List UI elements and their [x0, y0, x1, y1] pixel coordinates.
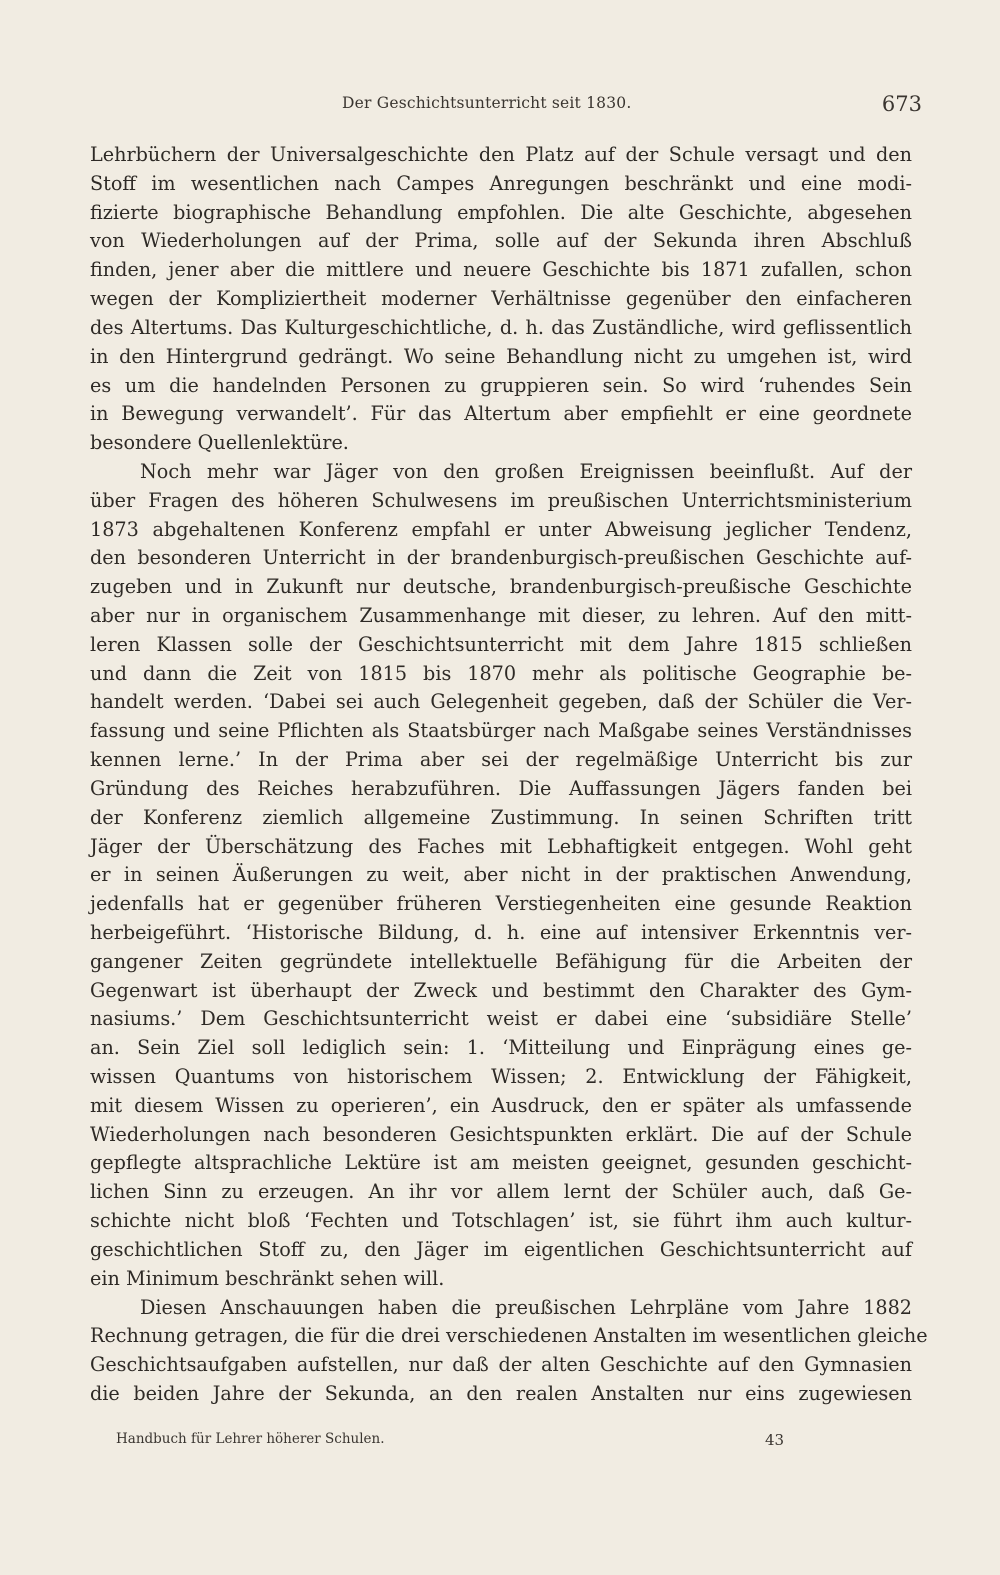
text-line: Gründung des Reiches herabzuführen. Die Auffassungen Jägers fanden bei — [90, 776, 912, 800]
text-line: lichen Sinn zu erzeugen. An ihr vor allem lernt der Schüler auch, daß Ge- — [90, 1180, 912, 1204]
text-line: wissen Quantums von historischem Wissen; 2. Entwicklung der Fähigkeit, — [90, 1065, 912, 1088]
text-line: über Fragen des höheren Schulwesens im preußischen Unterrichtsministerium — [90, 488, 912, 512]
signature-mark: 43 — [765, 1431, 785, 1449]
text-line: zugeben und in Zukunft nur deutsche, brandenburgisch-preußische Geschichte — [90, 575, 912, 599]
text-line: den besonderen Unterricht in der brandenburgisch-preußischen Geschichte auf- — [90, 546, 912, 570]
text-line: Jäger der Überschätzung des Faches mit Lebhaftigkeit entgegen. Wohl geht — [90, 834, 912, 858]
text-line: und dann die Zeit von 1815 bis 1870 mehr als politische Geographie be- — [90, 661, 912, 685]
text-line: nasiums.’ Dem Geschichtsunterricht weist er dabei eine ‘subsidiäre Stelle’ — [90, 1007, 912, 1031]
page-number: 673 — [881, 92, 922, 116]
text-line: jedenfalls hat er gegenüber früheren Verstiegenheiten eine gesunde Reaktion — [90, 892, 912, 916]
text-line: Wiederholungen nach besonderen Gesichtspunkten erklärt. Die auf der Schule — [90, 1122, 912, 1146]
text-line: Gegenwart ist überhaupt der Zweck und bestimmt den Charakter des Gym- — [90, 978, 912, 1002]
text-line: an. Sein Ziel soll lediglich sein: 1. ‘Mitteilung und Einprägung eines ge- — [90, 1036, 912, 1060]
text-line: handelt werden. ‘Dabei sei auch Gelegenheit gegeben, daß der Schüler die Ver- — [90, 690, 912, 714]
body-text — [90, 141, 928, 1409]
text-line: 1873 abgehaltenen Konferenz empfahl er unter Abweisung jeglicher Tendenz, — [90, 517, 912, 541]
text-line: kennen lerne.’ In der Prima aber sei der regelmäßige Unterricht bis zur — [90, 748, 912, 772]
text-line: finden, jener aber die mittlere und neuere Geschichte bis 1871 zufallen, schon — [90, 258, 912, 282]
text-line: Noch mehr war Jäger von den großen Ereignissen beeinflußt. Auf der — [140, 459, 912, 483]
text-line: gangener Zeiten gegründete intellektuelle Befähigung für die Arbeiten der — [90, 949, 912, 973]
text-line: Stoff im wesentlichen nach Campes Anregungen beschränkt und eine modi- — [90, 171, 912, 195]
text-line: leren Klassen solle der Geschichtsunterricht mit dem Jahre 1815 schließen — [90, 632, 912, 656]
text-line: der Konferenz ziemlich allgemeine Zustimmung. In seinen Schriften tritt — [90, 805, 912, 829]
running-title: Der Geschichtsunterricht seit 1830. — [342, 94, 632, 112]
text-line: in Bewegung verwandelt’. Für das Altertum aber empfiehlt er eine geordnete — [90, 402, 912, 426]
text-line: in den Hintergrund gedrängt. Wo seine Behandlung nicht zu umgehen ist, wird — [90, 344, 912, 368]
text-line: besondere Quellenlektüre. — [90, 431, 349, 455]
text-line: mit diesem Wissen zu operieren’, ein Ausdruck, den er später als umfassende — [90, 1093, 912, 1117]
running-head — [90, 92, 922, 122]
footer-book-title: Handbuch für Lehrer höherer Schulen. — [116, 1431, 385, 1447]
text-line: Diesen Anschauungen haben die preußischen Lehrpläne vom Jahre 1882 — [140, 1295, 912, 1319]
text-line: fizierte biographische Behandlung empfohlen. Die alte Geschichte, abgesehen — [90, 200, 912, 224]
text-line: es um die handelnden Personen zu gruppieren sein. So wird ‘ruhendes Sein — [90, 373, 912, 397]
text-line: herbeigeführt. ‘Historische Bildung, d. h. eine auf intensiver Erkenntnis ver- — [90, 920, 912, 944]
text-line: aber nur in organischem Zusammenhange mit dieser, zu lehren. Auf den mitt- — [90, 604, 912, 627]
text-line: fassung und seine Pflichten als Staatsbürger nach Maßgabe seines Verständnisses — [90, 719, 912, 743]
text-line: ein Minimum beschränkt sehen will. — [90, 1266, 445, 1290]
text-line: schichte nicht bloß ‘Fechten und Totschlagen’ ist, sie führt ihm auch kultur- — [90, 1209, 912, 1233]
text-line: Rechnung getragen, die für die drei verschiedenen Anstalten im wesentlichen gleiche — [90, 1324, 928, 1348]
text-line: geschichtlichen Stoff zu, den Jäger im eigentlichen Geschichtsunterricht auf — [90, 1237, 912, 1261]
page-footer — [116, 1431, 836, 1455]
text-line: des Altertums. Das Kulturgeschichtliche, d. h. das Zuständliche, wird geflissentlich — [90, 315, 912, 339]
text-line: gepflegte altsprachliche Lektüre ist am meisten geeignet, gesunden geschicht- — [90, 1151, 912, 1175]
text-line: Geschichtsaufgaben aufstellen, nur daß der alten Geschichte auf den Gymnasien — [90, 1353, 912, 1377]
text-line: wegen der Kompliziertheit moderner Verhältnisse gegenüber den einfacheren — [90, 287, 912, 311]
text-line: Lehrbüchern der Universalgeschichte den Platz auf der Schule versagt und den — [90, 143, 912, 166]
text-line: er in seinen Äußerungen zu weit, aber nicht in der praktischen Anwendung, — [90, 863, 912, 887]
text-line: die beiden Jahre der Sekunda, an den realen Anstalten nur eins zugewiesen — [90, 1381, 912, 1405]
text-line: von Wiederholungen auf der Prima, solle auf der Sekunda ihren Abschluß — [90, 229, 912, 253]
